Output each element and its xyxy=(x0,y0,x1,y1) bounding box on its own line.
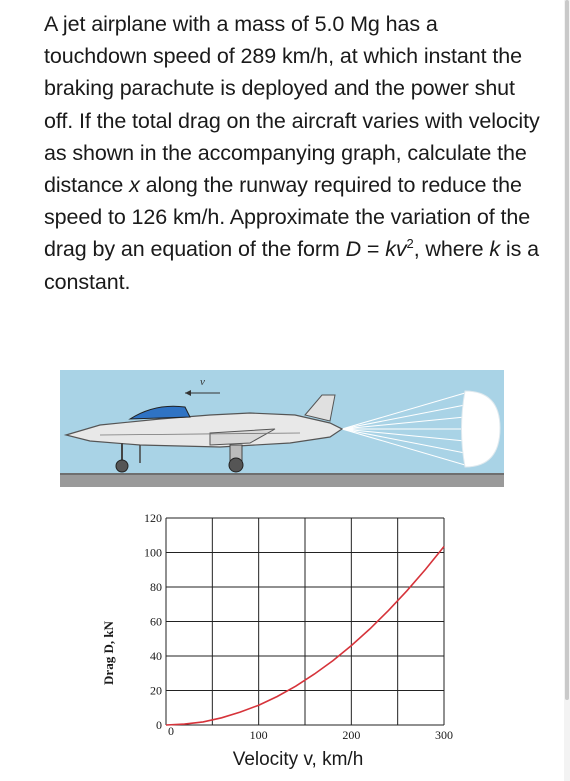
drag-chart xyxy=(101,511,453,770)
problem-statement xyxy=(44,8,544,298)
problem-text-end: is a constant. xyxy=(44,237,539,294)
x-axis-label: Velocity v, km/h xyxy=(232,749,364,770)
main-wheel xyxy=(229,458,243,472)
variable-k: k xyxy=(489,237,501,262)
y-tick-label: 120 xyxy=(144,511,162,525)
y-tick-label: 40 xyxy=(150,649,162,663)
y-tick-label: 60 xyxy=(150,614,162,629)
y-tick-label: 100 xyxy=(144,545,162,560)
x-tick-label-origin: 0 xyxy=(168,724,174,738)
x-tick-label: 100 xyxy=(249,728,268,742)
front-wheel xyxy=(116,460,128,472)
variable-x: x xyxy=(129,173,140,198)
chart-grid xyxy=(166,518,444,725)
jet-illustration xyxy=(60,370,504,487)
y-tick-label: 80 xyxy=(150,580,162,594)
runway-line xyxy=(60,473,504,475)
figure xyxy=(60,355,504,775)
problem-text-lead: A jet airplane with a mass of 5.0 Mg has a touchdown speed of 289 km/h, at which instant the braking parachute is deployed and the power shut off. If the total drag on the aircraft varies with velocity as shown in the accompanying graph, calculate the distance xyxy=(44,12,540,198)
y-axis-label: Drag D, kN xyxy=(101,621,116,685)
runway-ground xyxy=(60,473,504,487)
equals-sign: = xyxy=(361,237,386,262)
x-tick-label: 300 xyxy=(435,728,453,742)
x-tick-label: 200 xyxy=(342,728,361,742)
scrollbar-thumb[interactable] xyxy=(565,0,569,700)
scrollbar[interactable] xyxy=(564,0,570,781)
variable-kv: kv xyxy=(385,237,407,262)
figure-svg xyxy=(60,355,504,775)
y-tick-label: 0 xyxy=(156,718,162,732)
chart-ticks xyxy=(144,511,453,742)
problem-text-mid: along the runway required to reduce the speed to 126 km/h. Approximate the variation of the drag by an equation of the form xyxy=(44,173,531,262)
problem-text-tail: , where xyxy=(413,237,490,262)
variable-D: D xyxy=(345,237,362,262)
y-tick-label: 20 xyxy=(150,683,162,698)
velocity-label: v xyxy=(200,376,205,388)
exponent-2: 2 xyxy=(406,236,414,252)
